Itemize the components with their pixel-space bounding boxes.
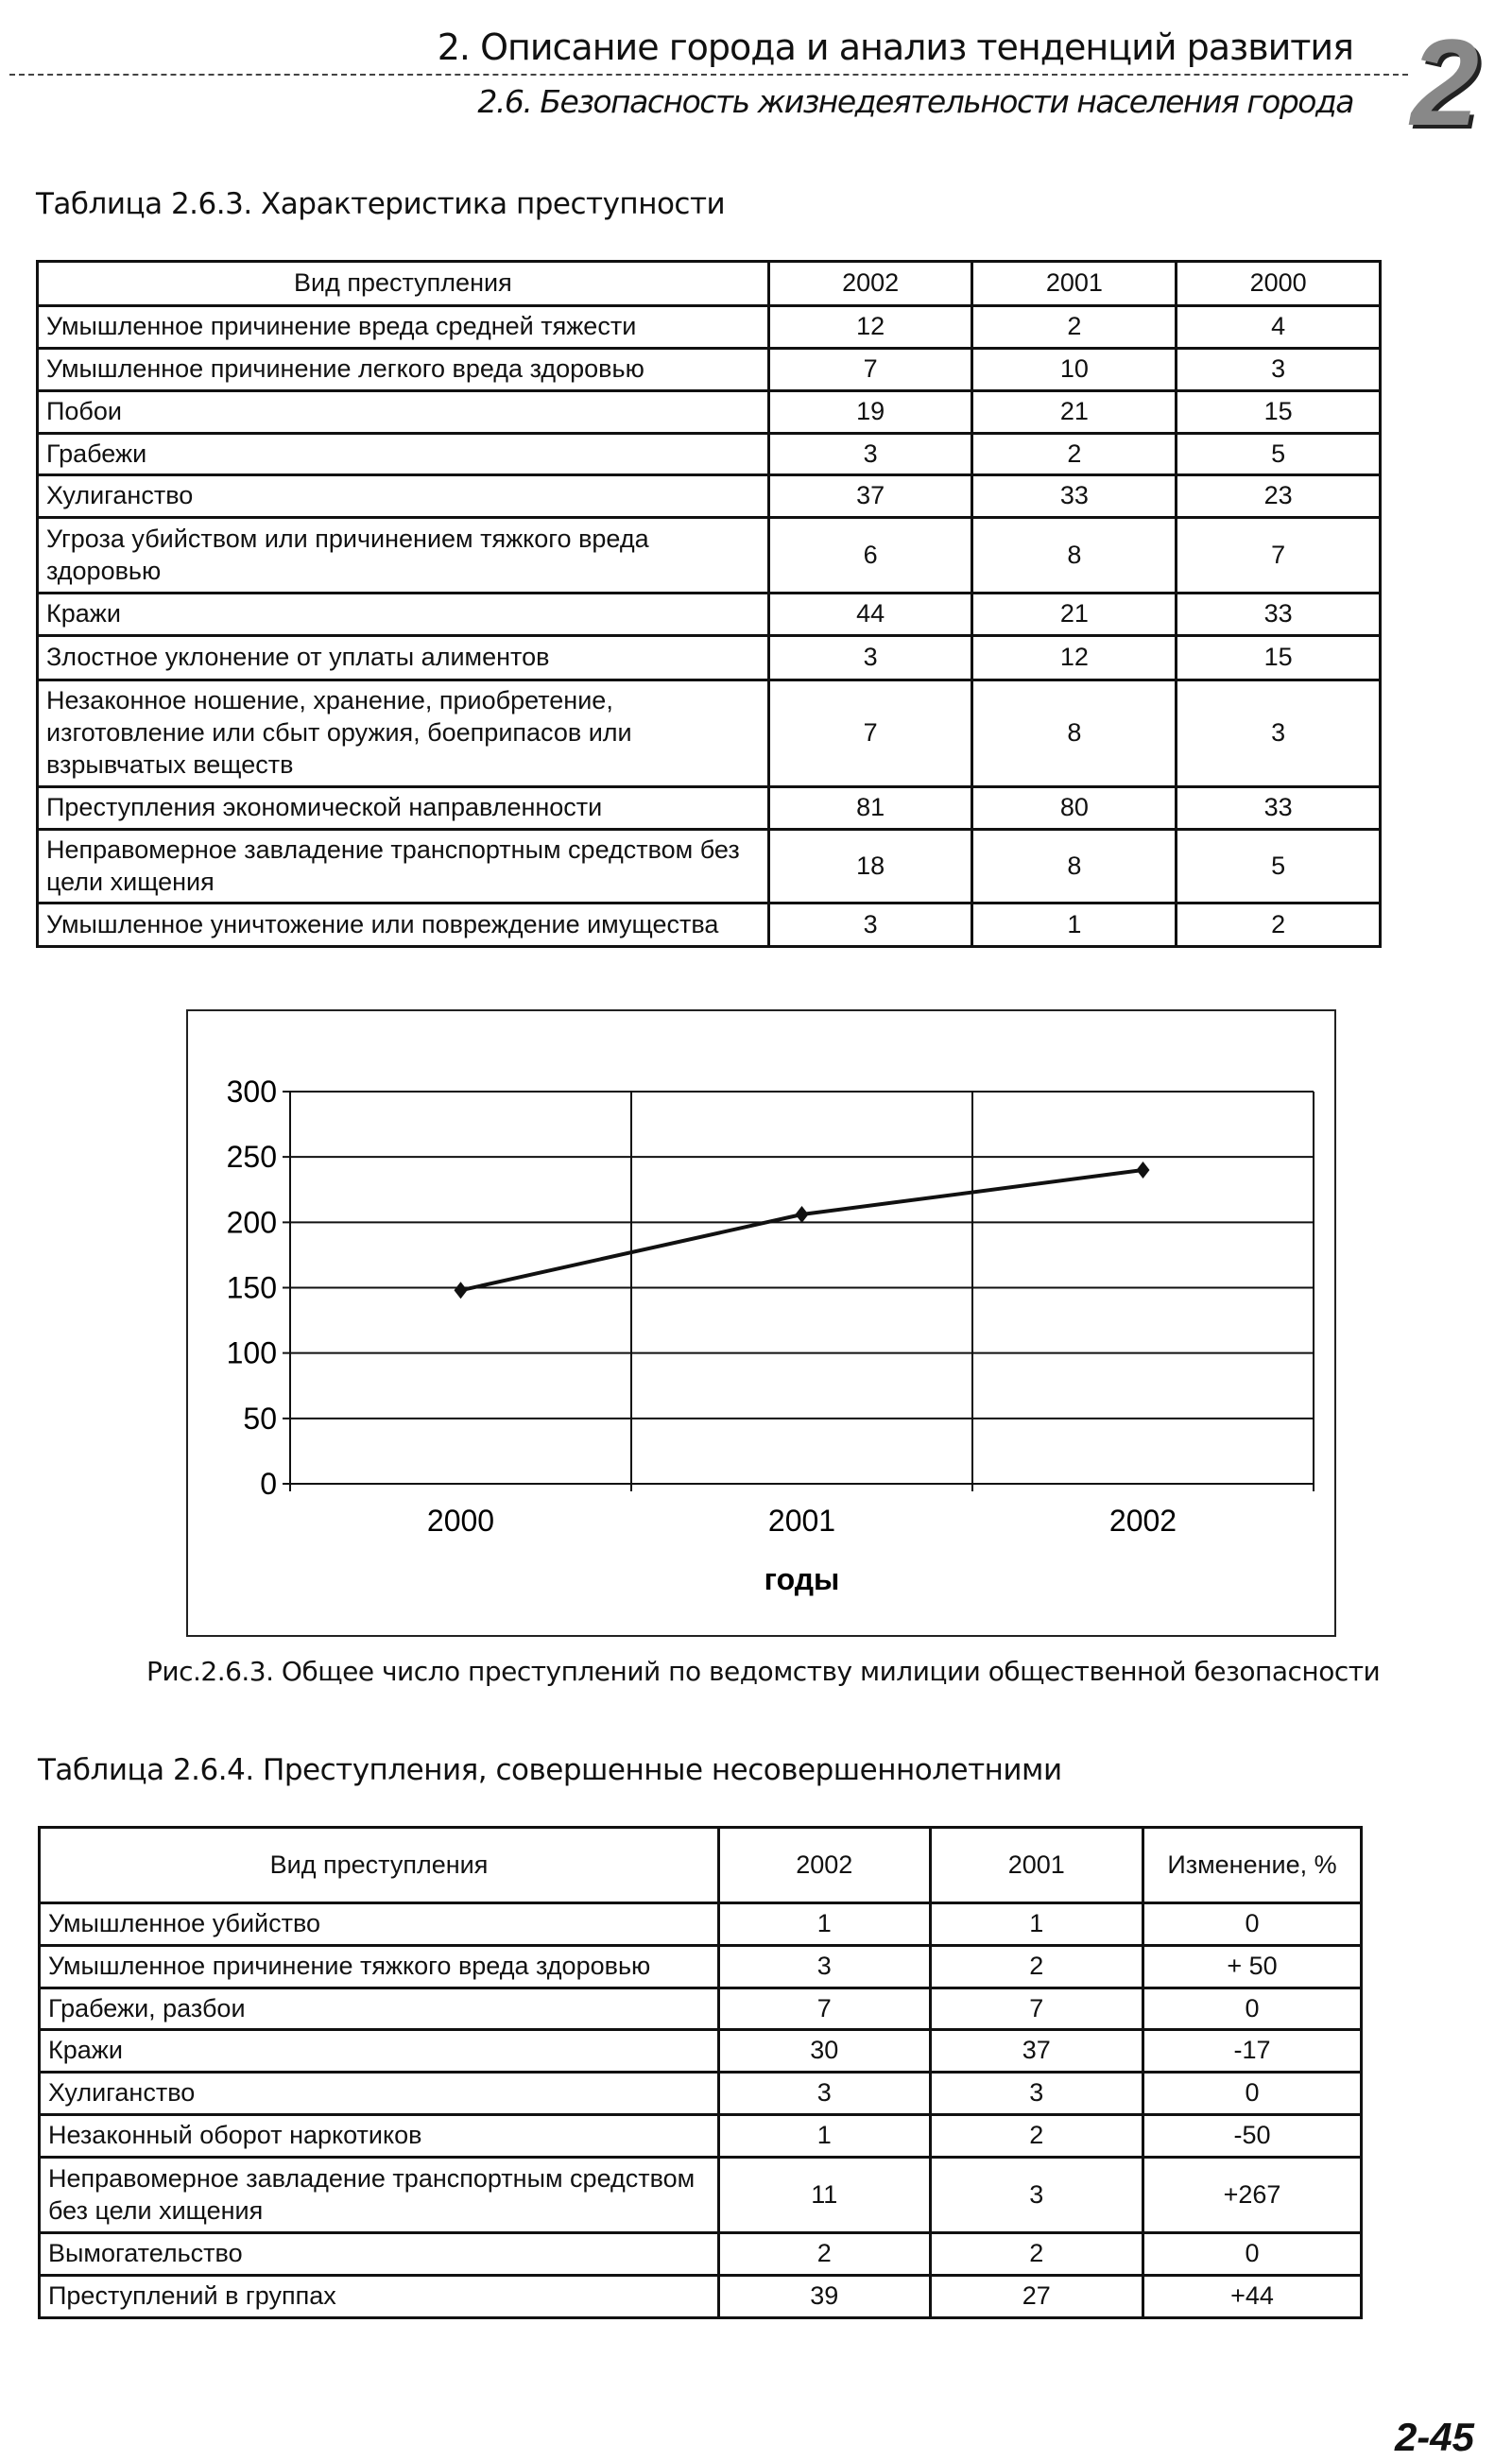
- crime-line-chart: [188, 1011, 1334, 1635]
- cell-value: 44: [768, 594, 972, 636]
- y-tick-label: 0: [260, 1467, 277, 1501]
- table-row: [38, 680, 1381, 787]
- crime-type: Преступления экономической направленности: [38, 787, 769, 830]
- crime-type: Умышленное убийство: [40, 1903, 719, 1946]
- table-row: [38, 594, 1381, 636]
- cell-value: 3: [768, 904, 972, 947]
- table-row: [38, 434, 1381, 475]
- table-row: [38, 391, 1381, 434]
- crime-type: Умышленное причинение тяжкого вреда здоровью: [40, 1946, 719, 1988]
- crime-type: Кражи: [40, 2030, 719, 2073]
- cell-value: 81: [768, 787, 972, 830]
- cell-value: 2: [972, 434, 1177, 475]
- column-header: 2002: [719, 1828, 931, 1903]
- table1-title: Таблица 2.6.3. Характеристика преступности: [36, 187, 726, 221]
- x-tick-label: 2000: [426, 1504, 495, 1538]
- column-header: 2002: [768, 262, 972, 306]
- x-tick-label: 2002: [1108, 1504, 1177, 1538]
- crime-type: Умышленное уничтожение или повреждение имущества: [38, 904, 769, 947]
- crime-type: Побои: [38, 391, 769, 434]
- data-point-marker: [455, 1282, 468, 1299]
- header-row: [38, 262, 1381, 306]
- cell-value: -17: [1143, 2030, 1361, 2073]
- cell-value: 18: [768, 830, 972, 904]
- juvenile-crime-table: [38, 1826, 1363, 2319]
- cell-value: 30: [719, 2030, 931, 2073]
- cell-value: 21: [972, 391, 1177, 434]
- cell-value: 27: [930, 2276, 1143, 2318]
- cell-value: 15: [1177, 636, 1381, 680]
- column-header: Вид преступления: [40, 1828, 719, 1903]
- cell-value: 2: [972, 306, 1177, 349]
- crime-type: Хулиганство: [38, 475, 769, 518]
- cell-value: 8: [972, 518, 1177, 594]
- x-tick-label: 2001: [767, 1504, 836, 1538]
- table-row: [38, 518, 1381, 594]
- cell-value: 0: [1143, 2233, 1361, 2276]
- cell-value: 6: [768, 518, 972, 594]
- cell-value: 0: [1143, 1988, 1361, 2030]
- column-header: Вид преступления: [38, 262, 769, 306]
- y-tick-label: 300: [226, 1075, 277, 1109]
- cell-value: 1: [719, 1903, 931, 1946]
- cell-value: 5: [1177, 434, 1381, 475]
- table-row: [40, 1903, 1362, 1946]
- cell-value: 4: [1177, 306, 1381, 349]
- crime-type: Кражи: [38, 594, 769, 636]
- table-row: [40, 1988, 1362, 2030]
- cell-value: 3: [719, 2073, 931, 2115]
- table2-title: Таблица 2.6.4. Преступления, совершенные несовершеннолетними: [38, 1753, 1062, 1787]
- cell-value: 8: [972, 830, 1177, 904]
- cell-value: 19: [768, 391, 972, 434]
- column-header: 2001: [972, 262, 1177, 306]
- y-tick-label: 200: [226, 1205, 277, 1240]
- crime-type: Неправомерное завладение транспортным средством без цели хищения: [38, 830, 769, 904]
- cell-value: 80: [972, 787, 1177, 830]
- crime-type: Умышленное причинение вреда средней тяжести: [38, 306, 769, 349]
- crime-type: Умышленное причинение легкого вреда здоровью: [38, 349, 769, 391]
- cell-value: +44: [1143, 2276, 1361, 2318]
- table-row: [38, 904, 1381, 947]
- cell-value: + 50: [1143, 1946, 1361, 1988]
- cell-value: 3: [930, 2158, 1143, 2233]
- table-row: [40, 2158, 1362, 2233]
- page-number: 2-45: [1394, 2415, 1474, 2459]
- chart-frame: [186, 1009, 1336, 1637]
- cell-value: 7: [930, 1988, 1143, 2030]
- crime-type: Злостное уклонение от уплаты алиментов: [38, 636, 769, 680]
- cell-value: 3: [768, 434, 972, 475]
- cell-value: 7: [768, 349, 972, 391]
- cell-value: 37: [930, 2030, 1143, 2073]
- y-tick-label: 250: [226, 1140, 277, 1175]
- section-header: 2.6. Безопасность жизнедеятельности населения города: [477, 83, 1353, 120]
- cell-value: 0: [1143, 2073, 1361, 2115]
- cell-value: -50: [1143, 2115, 1361, 2158]
- table-row: [40, 2276, 1362, 2318]
- cell-value: 2: [930, 1946, 1143, 1988]
- crime-type: Угроза убийством или причинением тяжкого вреда здоровью: [38, 518, 769, 594]
- cell-value: 33: [1177, 787, 1381, 830]
- cell-value: 3: [1177, 349, 1381, 391]
- cell-value: 1: [972, 904, 1177, 947]
- table-row: [38, 830, 1381, 904]
- column-header: Изменение, %: [1143, 1828, 1361, 1903]
- chapter-number-logo: 2: [1410, 13, 1479, 151]
- column-header: 2000: [1177, 262, 1381, 306]
- table-row: [38, 349, 1381, 391]
- crime-type: Незаконное ношение, хранение, приобретение, изготовление или сбыт оружия, боеприпасов или взрывчатых веществ: [38, 680, 769, 787]
- table-row: [40, 2030, 1362, 2073]
- table-row: [38, 475, 1381, 518]
- table-row: [40, 2073, 1362, 2115]
- crime-type: Вымогательство: [40, 2233, 719, 2276]
- table-row: [40, 2115, 1362, 2158]
- cell-value: 5: [1177, 830, 1381, 904]
- cell-value: 7: [719, 1988, 931, 2030]
- crime-type: Неправомерное завладение транспортным средством без цели хищения: [40, 2158, 719, 2233]
- column-header: 2001: [930, 1828, 1143, 1903]
- y-tick-label: 150: [226, 1270, 277, 1305]
- y-tick-label: 100: [226, 1335, 277, 1370]
- cell-value: 11: [719, 2158, 931, 2233]
- cell-value: 3: [930, 2073, 1143, 2115]
- crime-type: Грабежи: [38, 434, 769, 475]
- data-point-marker: [1137, 1162, 1150, 1179]
- cell-value: 12: [972, 636, 1177, 680]
- crime-table: [36, 260, 1382, 948]
- cell-value: 2: [719, 2233, 931, 2276]
- cell-value: 1: [719, 2115, 931, 2158]
- cell-value: 7: [768, 680, 972, 787]
- chapter-header: 2. Описание города и анализ тенденций развития: [437, 26, 1353, 68]
- figure-caption: Рис.2.6.3. Общее число преступлений по ведомству милиции общественной безопасности: [146, 1656, 1381, 1687]
- cell-value: 23: [1177, 475, 1381, 518]
- cell-value: 21: [972, 594, 1177, 636]
- table-row: [40, 2233, 1362, 2276]
- data-point-marker: [796, 1206, 809, 1223]
- cell-value: 39: [719, 2276, 931, 2318]
- cell-value: 3: [1177, 680, 1381, 787]
- crime-type: Грабежи, разбои: [40, 1988, 719, 2030]
- cell-value: 37: [768, 475, 972, 518]
- cell-value: 7: [1177, 518, 1381, 594]
- header-divider: [9, 74, 1408, 76]
- cell-value: 8: [972, 680, 1177, 787]
- cell-value: 33: [1177, 594, 1381, 636]
- crime-type: Преступлений в группах: [40, 2276, 719, 2318]
- cell-value: 1: [930, 1903, 1143, 1946]
- cell-value: 12: [768, 306, 972, 349]
- table-row: [38, 787, 1381, 830]
- cell-value: 10: [972, 349, 1177, 391]
- crime-type: Незаконный оборот наркотиков: [40, 2115, 719, 2158]
- table-row: [40, 1946, 1362, 1988]
- table-row: [38, 306, 1381, 349]
- cell-value: 3: [719, 1946, 931, 1988]
- cell-value: 0: [1143, 1903, 1361, 1946]
- cell-value: 15: [1177, 391, 1381, 434]
- cell-value: 2: [930, 2233, 1143, 2276]
- cell-value: 33: [972, 475, 1177, 518]
- y-tick-label: 50: [243, 1401, 277, 1436]
- cell-value: +267: [1143, 2158, 1361, 2233]
- crime-type: Хулиганство: [40, 2073, 719, 2115]
- table-row: [38, 636, 1381, 680]
- series-line: [461, 1170, 1143, 1290]
- x-axis-label: годы: [764, 1562, 840, 1596]
- header-row: [40, 1828, 1362, 1903]
- cell-value: 2: [930, 2115, 1143, 2158]
- cell-value: 2: [1177, 904, 1381, 947]
- cell-value: 3: [768, 636, 972, 680]
